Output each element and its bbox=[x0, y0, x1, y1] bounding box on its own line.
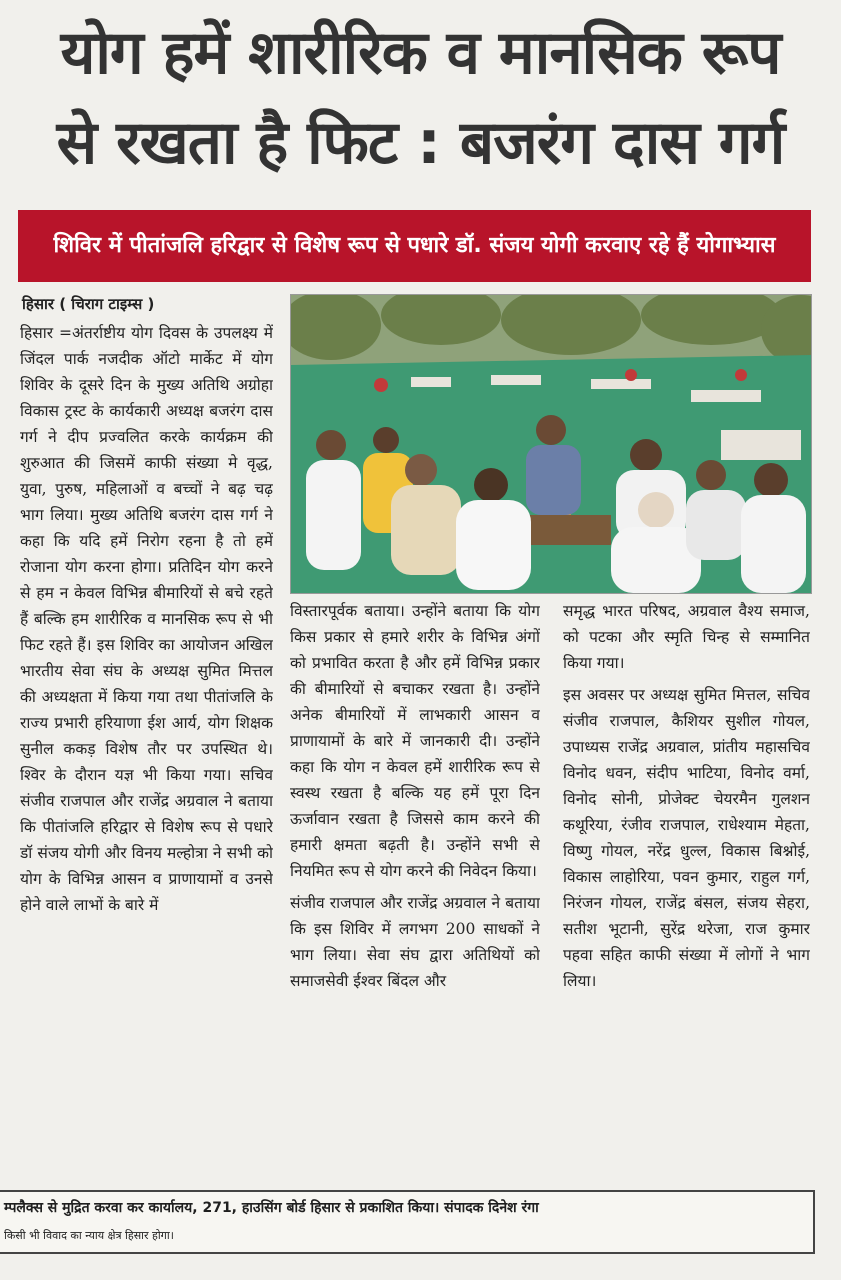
article-column-2 bbox=[290, 598, 540, 1188]
subheadline-banner: शिविर में पीतांजलि हरिद्वार से विशेष रूप से पधारे डॉ. संजय योगी करवाए रहे हैं योगाभ्यास bbox=[18, 210, 811, 282]
headline bbox=[10, 8, 831, 188]
article-paragraph: संजीव राजपाल और राजेंद्र अग्रवाल ने बताया कि इस शिविर में लगभग 200 साधकों ने भाग लिया। सेवा संघ द्वारा अतिथियों को समाजसेवी ईश्वर बिंदल और bbox=[290, 894, 540, 990]
article-paragraph: इस अवसर पर अध्यक्ष सुमित मित्तल, सचिव संजीव राजपाल, कैशियर सुशील गोयल, उपाध्यस राजेंद्र अग्रवाल, प्रांतीय महासचिव विनोद धवन, संदीप भाटिया, विनोद वर्मा, विनोद सोनी, प्रोजेक्ट चेयरमैन गुलशन कथूरिया, रंजीव राजपाल, राधेश्याम मेहता, विष्णु गोयल, नरेंद्र धुल्ल, विकास बिश्नोई, विकास लाहोरिया, पवन कुमार, राहुल गर्ग, निरंजन गोयल, राजेंद्र बंसल, संजय सेहरा, सतीश भूटानी, सुरेंद्र थरेजा, राज कुमार पहवा सहित काफी संख्या में लोगों ने भाग लिया। bbox=[563, 686, 810, 990]
article-column-1 bbox=[20, 320, 273, 1180]
dateline: हिसार ( चिराग टाइम्स ) bbox=[22, 295, 155, 313]
photo-illustration bbox=[291, 295, 811, 593]
yoga-camp-photo bbox=[290, 294, 812, 594]
headline-line-1: योग हमें शारीरिक व मानसिक रूप bbox=[60, 18, 781, 88]
jurisdiction-line: किसी भी विवाद का न्याय क्षेत्र हिसार होगा। bbox=[4, 1229, 174, 1242]
article-paragraph: हिसार =अंतर्राष्टीय योग दिवस के उपलक्ष्य में जिंदल पार्क नजदीक ऑटो मार्केट में योग शिविर के दूसरे दिन के मुख्य अतिथि अग्रोहा विकास ट्रस्ट के कार्यकारी अध्यक्ष बजरंग दास गर्ग ने दीप प्रज्वलित करके कार्यक्रम की शुरुआत की जिसमें काफी संख्या मे वृद्ध, युवा, पुरुष, महिलाओं व बच्चों ने बढ़ चढ़ भाग लिया। मुख्य अतिथि बजरंग दास गर्ग ने कहा कि यदि हमें निरोग रहना है तो हमें रोजाना योग करना होगा। प्रतिदिन योग करने से हम न केवल विभिन्न बीमारियों से बचे रहते हैं बल्कि हम शारीरिक व मानसिक रूप से भी फिट रहते हैं। इस शिविर का आयोजन अखिल भारतीय सेवा संघ के अध्यक्ष सुमित मित्तल की अध्यक्षता में किया गया तथा पीतांजलि के राज्य प्रभारी हरियाणा ईश आर्य, योग शिक्षक सुनील ककड़ विशेष तौर पर उपस्थित थे। श्विर के दौरान यज्ञ भी किया गया। सचिव संजीव राजपाल और राजेंद्र अग्रवाल ने बताया कि पीतांजलि हरिद्वार से विशेष रूप से पधारे डॉ संजय योगी और विनय मल्होत्रा ने सभी को योग के विभिन्न आसन व प्राणायामों व उनसे होने वाले लाभों के बारे में bbox=[20, 324, 273, 914]
imprint-footer bbox=[0, 1190, 815, 1254]
article-paragraph: विस्तारपूर्वक बताया। उन्होंने बताया कि योग किस प्रकार से हमारे शरीर के विभिन्न अंगों को प्रभावित करता है और हमें विभिन्न प्रकार की बीमारियों से बचाकर रखता है। उन्होंने अनेक बीमारियों में लाभकारी आसन व प्राणायामों के बारे में जानकारी दी। उन्होंने कहा कि योग न केवल हमें शारीरिक रूप से स्वस्थ रखता है बल्कि यह हमें पूरा दिन ऊर्जावान रखता है जिससे काम करने की हमारी क्षमता बढ़ती है। उन्होंने सभी से नियमित रूप से योग करने की निवेदन किया। bbox=[290, 602, 540, 880]
headline-line-2: से रखता है फिट : बजरंग दास गर्ग bbox=[56, 108, 785, 178]
article-column-3 bbox=[563, 598, 810, 1188]
imprint-line: म्पलैक्स से मुद्रित करवा कर कार्यालय, 271, हाउसिंग बोर्ड हिसार से प्रकाशित किया। संपादक दिनेश रंगा bbox=[4, 1200, 539, 1216]
article-paragraph: समृद्ध भारत परिषद, अग्रवाल वैश्य समाज, को पटका और स्मृति चिन्ह से सम्मानित किया गया। bbox=[563, 602, 810, 672]
